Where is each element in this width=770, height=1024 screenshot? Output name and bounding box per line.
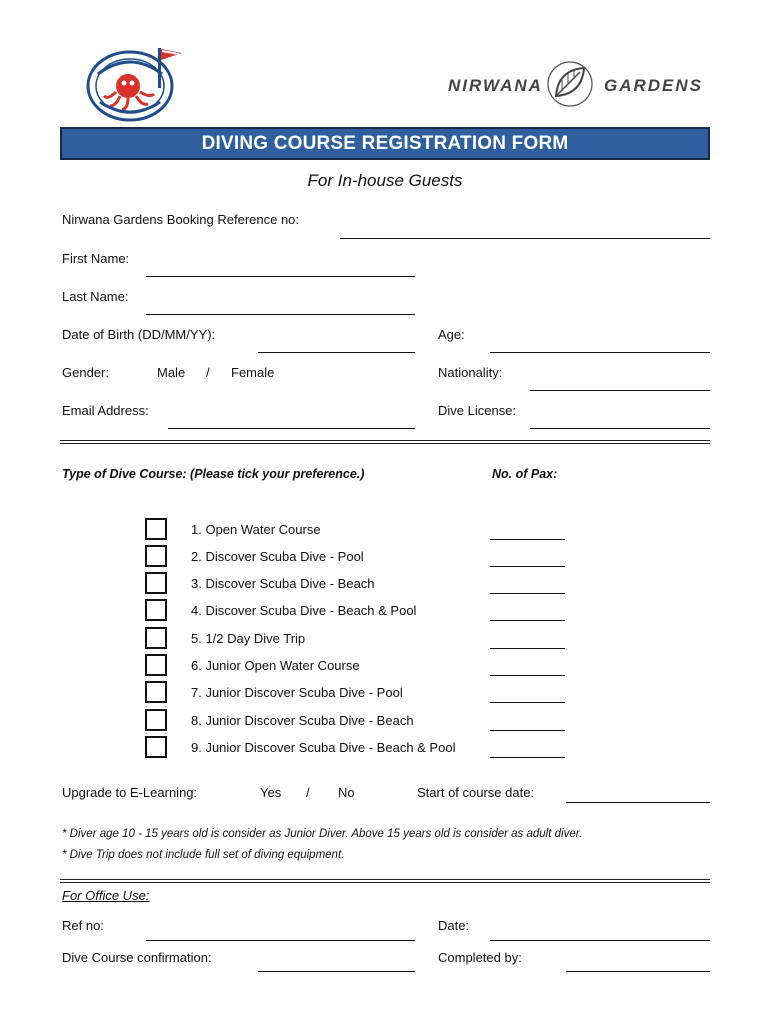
dive-center-logo [80, 44, 190, 124]
course-label: 6. Junior Open Water Course [191, 658, 360, 673]
completed-by-label: Completed by: [438, 950, 522, 965]
course-checkbox[interactable] [145, 518, 167, 540]
upgrade-separator: / [306, 785, 310, 800]
form-subtitle: For In-house Guests [307, 171, 463, 190]
office-date-label: Date: [438, 918, 470, 933]
pax-field[interactable] [490, 593, 565, 594]
note-junior-diver: * Diver age 10 - 15 years old is consider as Junior Diver. Above 15 years old is consider as adult diver. [62, 828, 583, 840]
completed-by-field[interactable] [566, 971, 710, 972]
nirwana-gardens-logo [448, 58, 704, 118]
dive-license-label: Dive License: [438, 403, 517, 418]
pax-field[interactable] [490, 702, 565, 703]
course-label: 5. 1/2 Day Dive Trip [191, 631, 306, 646]
course-label: 1. Open Water Course [191, 522, 321, 537]
pax-field[interactable] [490, 730, 565, 731]
course-checkbox[interactable] [145, 572, 167, 594]
last-name-field[interactable] [146, 314, 415, 315]
pax-field[interactable] [490, 539, 565, 540]
confirmation-label: Dive Course confirmation: [62, 950, 212, 965]
course-checkbox[interactable] [145, 627, 167, 649]
gender-male[interactable]: Male [157, 365, 186, 380]
leaf-icon [540, 58, 600, 110]
ref-no-label: Ref no: [62, 918, 104, 933]
gender-label: Gender: [62, 365, 109, 380]
gender-separator: / [206, 365, 210, 380]
form-title: DIVING COURSE REGISTRATION FORM [60, 127, 710, 160]
office-use-heading: For Office Use: [62, 888, 150, 903]
section-divider [60, 440, 710, 444]
pax-field[interactable] [490, 675, 565, 676]
office-divider [60, 879, 710, 883]
logo-word-gardens: GARDENS [604, 76, 704, 95]
booking-ref-field[interactable] [340, 238, 710, 239]
course-type-heading: Type of Dive Course: (Please tick your preference.) [62, 467, 365, 481]
course-checkbox[interactable] [145, 599, 167, 621]
dob-label: Date of Birth (DD/MM/YY): [62, 327, 216, 342]
pax-field[interactable] [490, 648, 565, 649]
course-label: 9. Junior Discover Scuba Dive - Beach & Pool [191, 740, 456, 755]
upgrade-yes[interactable]: Yes [260, 785, 282, 800]
ref-no-field[interactable] [146, 940, 415, 941]
course-label: 7. Junior Discover Scuba Dive - Pool [191, 685, 403, 700]
email-field[interactable] [168, 428, 415, 429]
course-label: 3. Discover Scuba Dive - Beach [191, 576, 375, 591]
pax-field[interactable] [490, 566, 565, 567]
start-date-label: Start of course date: [417, 785, 535, 800]
course-checkbox[interactable] [145, 736, 167, 758]
pax-field[interactable] [490, 620, 565, 621]
course-checkbox[interactable] [145, 709, 167, 731]
course-checkbox[interactable] [145, 681, 167, 703]
email-label: Email Address: [62, 403, 149, 418]
course-label: 4. Discover Scuba Dive - Beach & Pool [191, 603, 417, 618]
nationality-label: Nationality: [438, 365, 503, 380]
nationality-field[interactable] [530, 390, 710, 391]
dive-license-field[interactable] [530, 428, 710, 429]
note-dive-trip: * Dive Trip does not include full set of diving equipment. [62, 849, 345, 861]
pax-heading: No. of Pax: [492, 467, 558, 481]
gender-female[interactable]: Female [231, 365, 275, 380]
course-label: 8. Junior Discover Scuba Dive - Beach [191, 713, 414, 728]
confirmation-field[interactable] [258, 971, 415, 972]
upgrade-no[interactable]: No [338, 785, 355, 800]
last-name-label: Last Name: [62, 289, 129, 304]
dob-field[interactable] [258, 352, 415, 353]
course-checkbox[interactable] [145, 545, 167, 567]
office-date-field[interactable] [490, 940, 710, 941]
upgrade-label: Upgrade to E-Learning: [62, 785, 198, 800]
course-checkbox[interactable] [145, 654, 167, 676]
first-name-label: First Name: [62, 251, 130, 266]
booking-ref-label: Nirwana Gardens Booking Reference no: [62, 212, 300, 227]
age-label: Age: [438, 327, 465, 342]
age-field[interactable] [490, 352, 710, 353]
start-date-field[interactable] [566, 802, 710, 803]
logo-word-nirwana: NIRWANA [448, 76, 543, 95]
first-name-field[interactable] [146, 276, 415, 277]
course-label: 2. Discover Scuba Dive - Pool [191, 549, 364, 564]
pax-field[interactable] [490, 757, 565, 758]
